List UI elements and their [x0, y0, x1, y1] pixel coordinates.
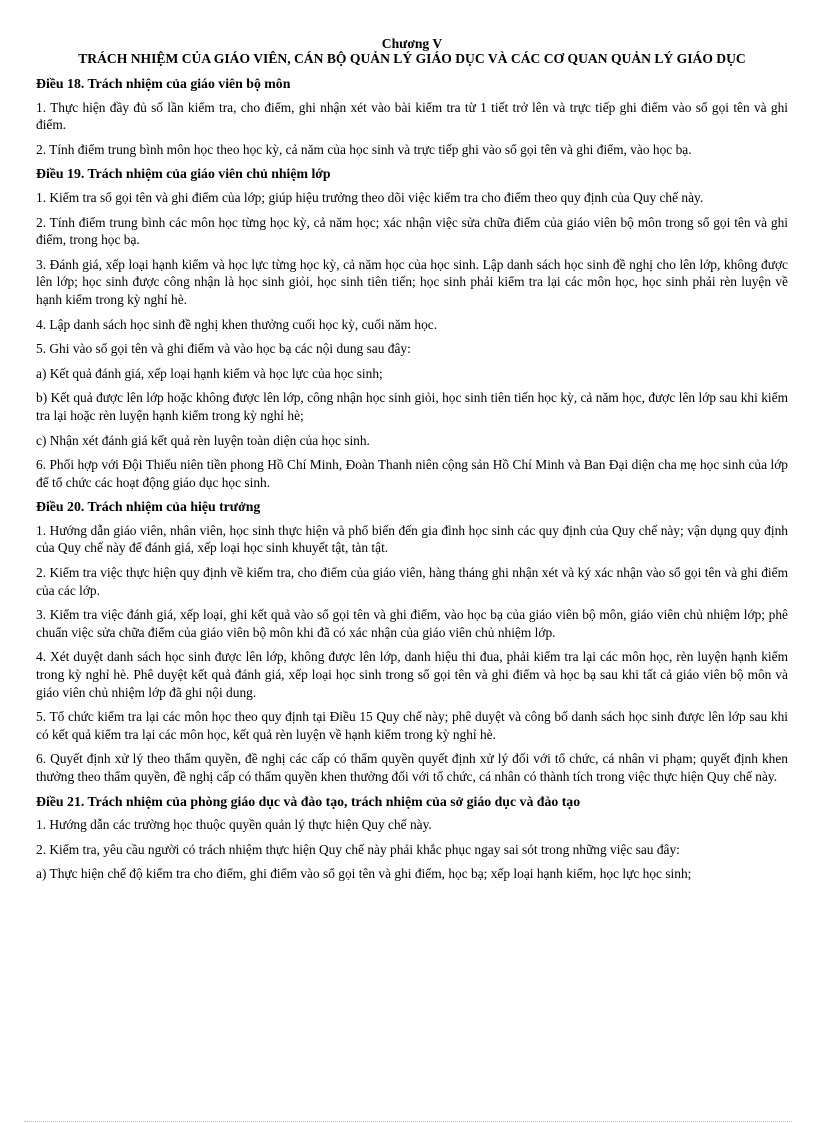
article-21 [36, 793, 788, 883]
chapter-number: Chương V [381, 36, 443, 51]
paragraph: 1. Hướng dẫn giáo viên, nhân viên, học sinh thực hiện và phổ biến đến gia đình học sinh các quy định của Quy chế này; vận dụng quy định của Quy chế này để đánh giá, xếp loại học sinh khuyết tật, tàn tật. [36, 522, 788, 556]
page-bottom-divider [24, 1121, 792, 1122]
paragraph: 1. Kiểm tra sổ gọi tên và ghi điểm của lớp; giúp hiệu trưởng theo dõi việc kiểm tra cho điểm theo quy định của Quy chế này. [36, 189, 704, 205]
paragraph: 4. Lập danh sách học sinh đề nghị khen thưởng cuối học kỳ, cuối năm học. [36, 316, 438, 332]
article-heading: Điều 21. Trách nhiệm của phòng giáo dục và đào tạo, trách nhiệm của sở giáo dục và đào tạo [36, 793, 581, 809]
paragraph: 3. Đánh giá, xếp loại hạnh kiểm và học lực từng học kỳ, cả năm học của học sinh. Lập danh sách học sinh đề nghị cho lên lớp, không được lên lớp; học sinh được công nhận là học sinh giỏi, học sinh tiên tiến; học sinh phải kiểm tra lại các môn học, học sinh phải rèn luyện về hạnh kiểm trong kỳ nghỉ hè. [36, 256, 788, 307]
paragraph: 5. Ghi vào sổ gọi tên và ghi điểm và vào học bạ các nội dung sau đây: [36, 341, 411, 357]
article-heading: Điều 19. Trách nhiệm của giáo viên chủ nhiệm lớp [36, 166, 331, 182]
chapter-title: TRÁCH NHIỆM CỦA GIÁO VIÊN, CÁN BỘ QUẢN LÝ GIÁO DỤC VÀ CÁC CƠ QUAN QUẢN LÝ GIÁO DỤC [78, 51, 746, 66]
paragraph: a) Kết quả đánh giá, xếp loại hạnh kiểm và học lực của học sinh; [36, 365, 383, 381]
paragraph: c) Nhận xét đánh giá kết quả rèn luyện toàn diện của học sinh. [36, 432, 370, 448]
paragraph: 2. Tính điểm trung bình các môn học từng học kỳ, cả năm học; xác nhận việc sửa chữa điểm của giáo viên bộ môn trong sổ gọi tên và ghi điểm, trong học bạ. [36, 214, 788, 248]
paragraph: 6. Quyết định xử lý theo thẩm quyền, đề nghị các cấp có thẩm quyền quyết định xử lý đối với tổ chức, cá nhân vi phạm; quyết định khen thưởng theo thẩm quyền, đề nghị cấp có thẩm quyền khen thưởng đối với tổ chức, cá nhân có thành tích trong việc thực hiện Quy chế này. [36, 751, 788, 784]
article-heading: Điều 18. Trách nhiệm của giáo viên bộ môn [36, 76, 291, 91]
paragraph: b) Kết quả được lên lớp hoặc không được lên lớp, công nhận học sinh giỏi, học sinh tiên tiến học kỳ, cả năm học, được lên lớp sau khi kiểm tra lại hoặc rèn luyện hạnh kiểm trong kỳ nghỉ hè; [36, 390, 788, 423]
article-18 [36, 75, 788, 158]
paragraph: 2. Tính điểm trung bình môn học theo học kỳ, cả năm của học sinh và trực tiếp ghi vào sổ gọi tên và ghi điểm, vào học bạ. [36, 141, 692, 157]
article-19 [36, 165, 788, 491]
paragraph: a) Thực hiện chế độ kiểm tra cho điểm, ghi điểm vào sổ gọi tên và ghi điểm, học bạ; xếp loại hạnh kiểm, học lực học sinh; [36, 866, 692, 882]
paragraph: 2. Kiểm tra việc thực hiện quy định về kiểm tra, cho điểm của giáo viên, hàng tháng ghi nhận xét và ký xác nhận vào sổ gọi tên và ghi điểm của các lớp. [36, 565, 788, 598]
article-20 [36, 498, 788, 785]
paragraph: 1. Thực hiện đầy đủ số lần kiểm tra, cho điểm, ghi nhận xét vào bài kiểm tra từ 1 tiết trở lên và trực tiếp ghi điểm vào sổ gọi tên và ghi điểm. [36, 99, 788, 133]
paragraph: 2. Kiểm tra, yêu cầu người có trách nhiệm thực hiện Quy chế này phải khắc phục ngay sai sót trong những việc sau đây: [36, 841, 680, 857]
paragraph: 5. Tổ chức kiểm tra lại các môn học theo quy định tại Điều 15 Quy chế này; phê duyệt và công bố danh sách học sinh được lên lớp sau khi có kết quả kiểm tra lại các môn học, kết quả rèn luyện về hạnh kiểm trong kỳ nghỉ hè. [36, 709, 788, 742]
paragraph: 1. Hướng dẫn các trường học thuộc quyền quản lý thực hiện Quy chế này. [36, 817, 432, 833]
article-heading: Điều 20. Trách nhiệm của hiệu trưởng [36, 499, 261, 515]
paragraph: 3. Kiểm tra việc đánh giá, xếp loại, ghi kết quả vào sổ gọi tên và ghi điểm, vào học bạ của giáo viên bộ môn, giáo viên chủ nhiệm lớp; phê chuẩn việc sửa chữa điểm của giáo viên bộ môn khi đã có xác nhận của giáo viên chủ nhiệm lớp. [36, 607, 788, 640]
paragraph: 4. Xét duyệt danh sách học sinh được lên lớp, không được lên lớp, danh hiệu thi đua, phải kiểm tra lại các môn học, rèn luyện hạnh kiểm trong kỳ nghỉ hè. Phê duyệt kết quả đánh giá, xếp loại học sinh trong sổ gọi tên và ghi điểm và học bạ sau khi tất cả giáo viên bộ môn và giáo viên chủ nhiệm lớp đã ghi nội dung. [36, 649, 788, 700]
paragraph: 6. Phối hợp với Đội Thiếu niên tiền phong Hồ Chí Minh, Đoàn Thanh niên cộng sản Hồ Chí Minh và Ban Đại diện cha mẹ học sinh của lớp để tổ chức các hoạt động giáo dục học sinh. [36, 457, 788, 490]
